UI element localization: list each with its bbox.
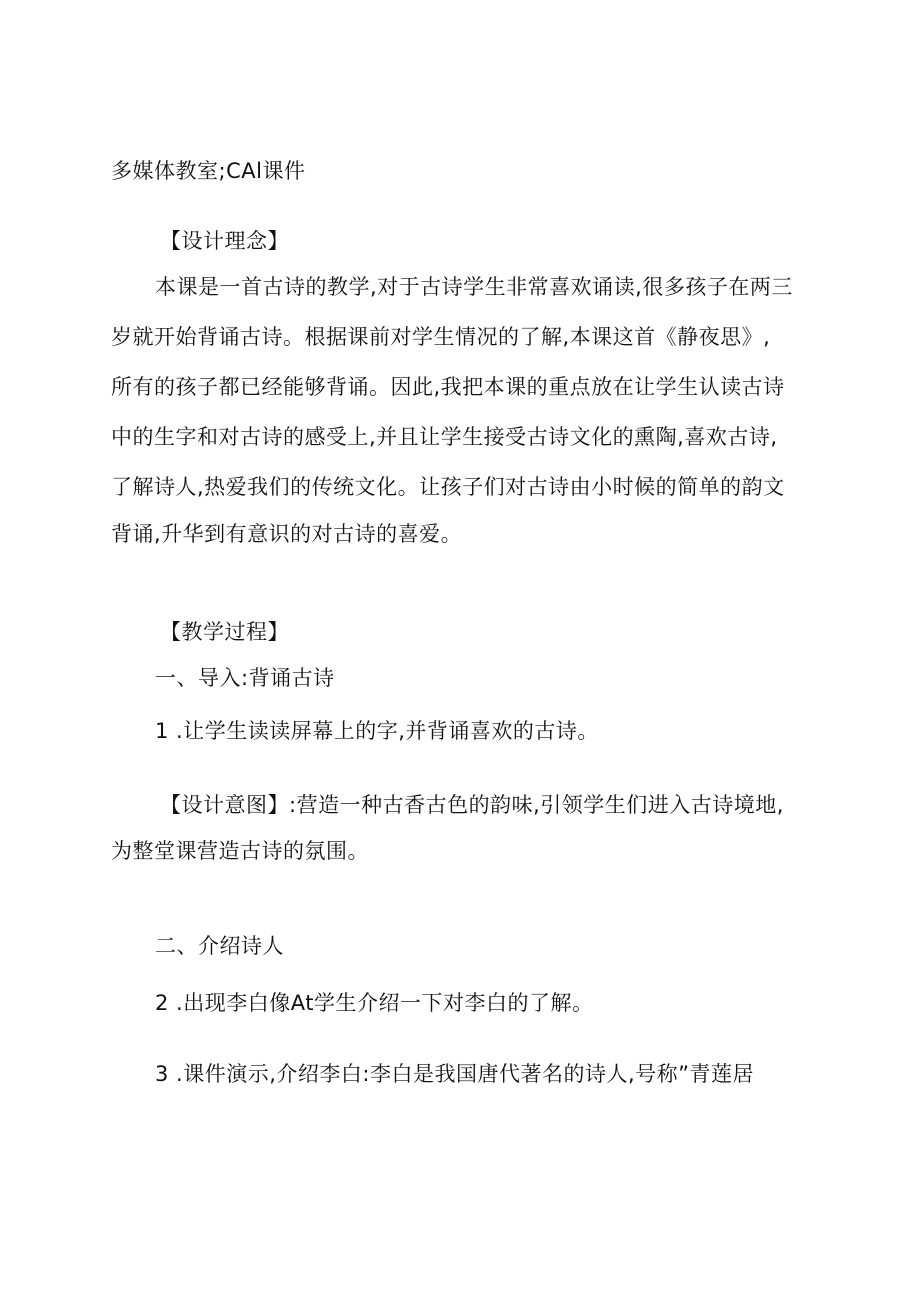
step-2: 2 .出现李白像At学生介绍一下对李白的了解。 bbox=[155, 991, 594, 1015]
design-concept-line-4: 中的生字和对古诗的感受上,并且让学生接受古诗文化的熏陶,喜欢古诗, bbox=[111, 425, 778, 449]
step-1: 1 .让学生读读屏幕上的字,并背诵喜欢的古诗。 bbox=[155, 719, 599, 743]
section2-title: 二、介绍诗人 bbox=[155, 934, 284, 958]
design-concept-line-3: 所有的孩子都已经能够背诵。因此,我把本课的重点放在让学生认读古诗 bbox=[111, 375, 785, 399]
section1-title: 一、导入:背诵古诗 bbox=[155, 666, 335, 690]
materials-line: 多媒体教室;CAl课件 bbox=[111, 159, 306, 183]
design-concept-line-5: 了解诗人,热爱我们的传统文化。让孩子们对古诗由小时候的简单的韵文 bbox=[111, 475, 785, 499]
design-concept-heading: 【设计理念】 bbox=[160, 229, 289, 253]
design-intent-line-2: 为整堂课营造古诗的氛围。 bbox=[111, 839, 369, 863]
design-concept-line-1: 本课是一首古诗的教学,对于古诗学生非常喜欢诵读,很多孩子在两三 bbox=[155, 275, 793, 299]
process-heading: 【教学过程】 bbox=[160, 620, 289, 644]
design-concept-line-6: 背诵,升华到有意识的对古诗的喜爱。 bbox=[111, 522, 463, 546]
design-concept-line-2: 岁就开始背诵古诗。根据课前对学生情况的了解,本课这首《静夜思》, bbox=[111, 325, 771, 349]
design-intent-line-1: 【设计意图】:营造一种古香古色的韵味,引领学生们进入古诗境地, bbox=[160, 793, 784, 817]
step-3: 3 .课件演示,介绍李白:李白是我国唐代著名的诗人,号称”青莲居 bbox=[155, 1062, 755, 1086]
